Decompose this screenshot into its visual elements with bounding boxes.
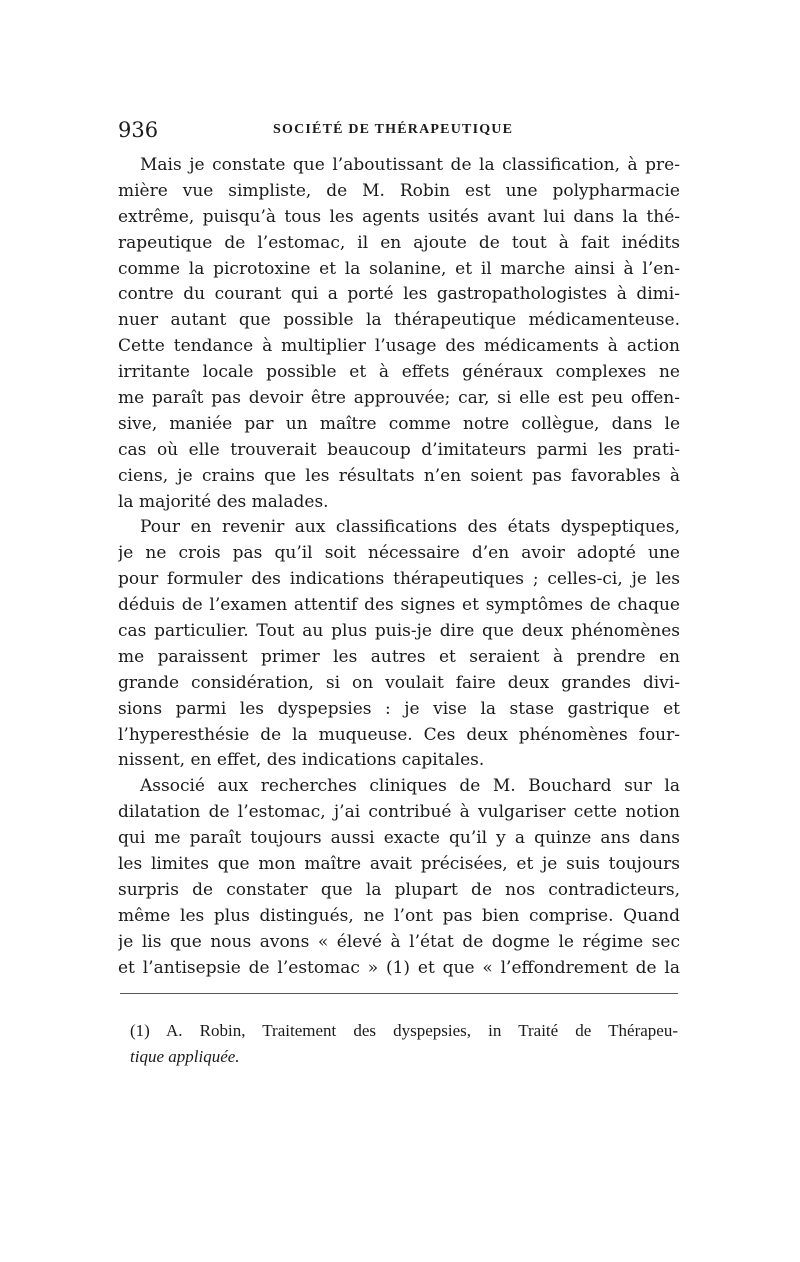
footnote-line: (1) A. Robin, Traitement des dyspepsies, in Traité de Thérapeu- (130, 1021, 678, 1040)
text-line: nuer autant que possible la thérapeutique médicamenteuse. (118, 310, 680, 331)
body-text (118, 153, 680, 982)
text-line: je ne crois pas qu’il soit nécessaire d’en avoir adopté une (118, 543, 680, 564)
text-line: me paraît pas devoir être approuvée; car, si elle est peu offen- (118, 388, 680, 409)
text-line: Associé aux recherches cliniques de M. Bouchard sur la (140, 776, 680, 797)
text-line: et l’antisepsie de l’estomac » (1) et que « l’effondrement de la (118, 957, 680, 978)
text-line: Pour en revenir aux classifications des états dyspeptiques, (140, 517, 680, 538)
text-line: dilatation de l’estomac, j’ai contribué à vulgariser cette notion (118, 802, 680, 823)
page-number: 936 (118, 118, 159, 142)
text-line: déduis de l’examen attentif des signes et symptômes de chaque (118, 595, 680, 616)
text-line: sions parmi les dyspepsies : je vise la stase gastrique et (118, 698, 680, 719)
page-header (118, 116, 680, 144)
text-line: qui me paraît toujours aussi exacte qu’il y a quinze ans dans (118, 828, 680, 849)
text-line: surpris de constater que la plupart de nos contradicteurs, (118, 879, 680, 900)
footnote (130, 1018, 678, 1070)
text-line: pour formuler des indications thérapeutiques ; celles-ci, je les (118, 569, 680, 590)
text-line: contre du courant qui a porté les gastropathologistes à dimi- (118, 284, 680, 305)
text-line: l’hyperesthésie de la muqueuse. Ces deux phénomènes four- (118, 724, 680, 745)
text-line: les limites que mon maître avait précisées, et je suis toujours (118, 854, 680, 875)
text-line: même les plus distingués, ne l’ont pas bien comprise. Quand (118, 905, 680, 926)
footnote-line: tique appliquée. (130, 1047, 240, 1066)
text-line: cas particulier. Tout au plus puis-je dire que deux phénomènes (118, 621, 680, 642)
text-line: Cette tendance à multiplier l’usage des médicaments à action (118, 336, 680, 357)
text-line: la majorité des malades. (118, 491, 329, 512)
text-line: comme la picrotoxine et la solanine, et il marche ainsi à l’en- (118, 258, 680, 279)
text-line: irritante locale possible et à effets généraux complexes ne (118, 362, 680, 383)
text-line: Mais je constate que l’aboutissant de la classification, à pre- (140, 155, 680, 175)
text-line: je lis que nous avons « élevé à l’état de dogme le régime sec (118, 931, 680, 952)
text-line: mière vue simpliste, de M. Robin est une polypharmacie (118, 180, 680, 201)
text-line: nissent, en effet, des indications capitales. (118, 750, 485, 771)
text-line: rapeutique de l’estomac, il en ajoute de tout à fait inédits (118, 232, 680, 253)
footnote-rule (120, 993, 678, 994)
text-line: ciens, je crains que les résultats n’en soient pas favorables à (118, 465, 680, 486)
text-line: me paraissent primer les autres et seraient à prendre en (118, 646, 680, 667)
text-line: sive, maniée par un maître comme notre collègue, dans le (118, 413, 680, 434)
text-line: grande considération, si on voulait faire deux grandes divi- (118, 672, 680, 693)
text-line: cas où elle trouverait beaucoup d’imitateurs parmi les prati- (118, 439, 680, 460)
running-head: SOCIÉTÉ DE THÉRAPEUTIQUE (273, 122, 514, 137)
text-line: extrême, puisqu’à tous les agents usités avant lui dans la thé- (118, 206, 680, 227)
